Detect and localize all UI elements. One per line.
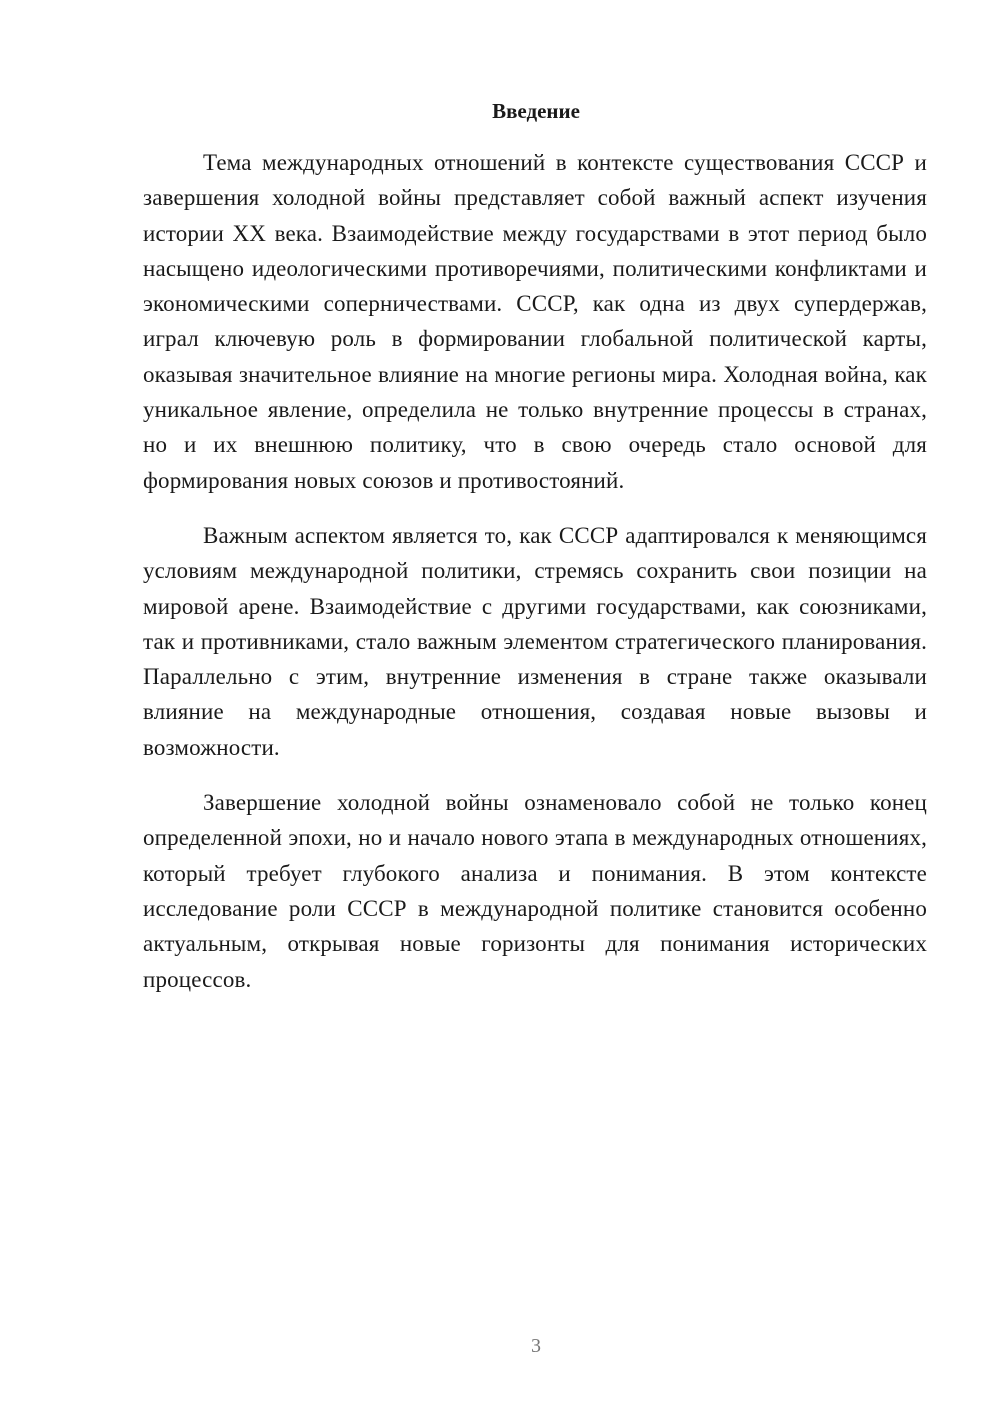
paragraph-3: Завершение холодной войны ознаменовало собой не только конец определенной эпохи, но и начало нового этапа в международных отношениях, который требует глубокого анализа и понимания. В этом контексте исследование роли СССР в международной политике становится особенно актуальным, открывая новые горизонты для понимания исторических процессов. <box>143 790 927 992</box>
section-heading: Введение <box>492 99 580 123</box>
page-number: 3 <box>531 1335 541 1357</box>
body-text <box>143 145 927 1017</box>
paragraph-2: Важным аспектом является то, как СССР адаптировался к меняющимся условиям международной политики, стремясь сохранить свои позиции на мировой арене. Взаимодействие с другими государствами, как союзниками, так и противниками, стало важным элементом стратегического планирования. Параллельно с этим, внутренние изменения в стране также оказывали влияние на международные отношения, создавая новые вызовы и возможности. <box>143 522 927 760</box>
paragraph-1: Тема международных отношений в контексте существования СССР и завершения холодной войны представляет собой важный аспект изучения истории XX века. Взаимодействие между государствами в этот период было насыщено идеологическими противоречиями, политическими конфликтами и экономическими соперничествами. СССР, как одна из двух супердержав, играл ключевую роль в формировании глобальной политической карты, оказывая значительное влияние на многие регионы мира. Холодная война, как уникальное явление, определила не только внутренние процессы в странах, но и их внешнюю политику, что в свою очередь стало основой для формирования новых союзов и противостояний. <box>143 150 927 493</box>
